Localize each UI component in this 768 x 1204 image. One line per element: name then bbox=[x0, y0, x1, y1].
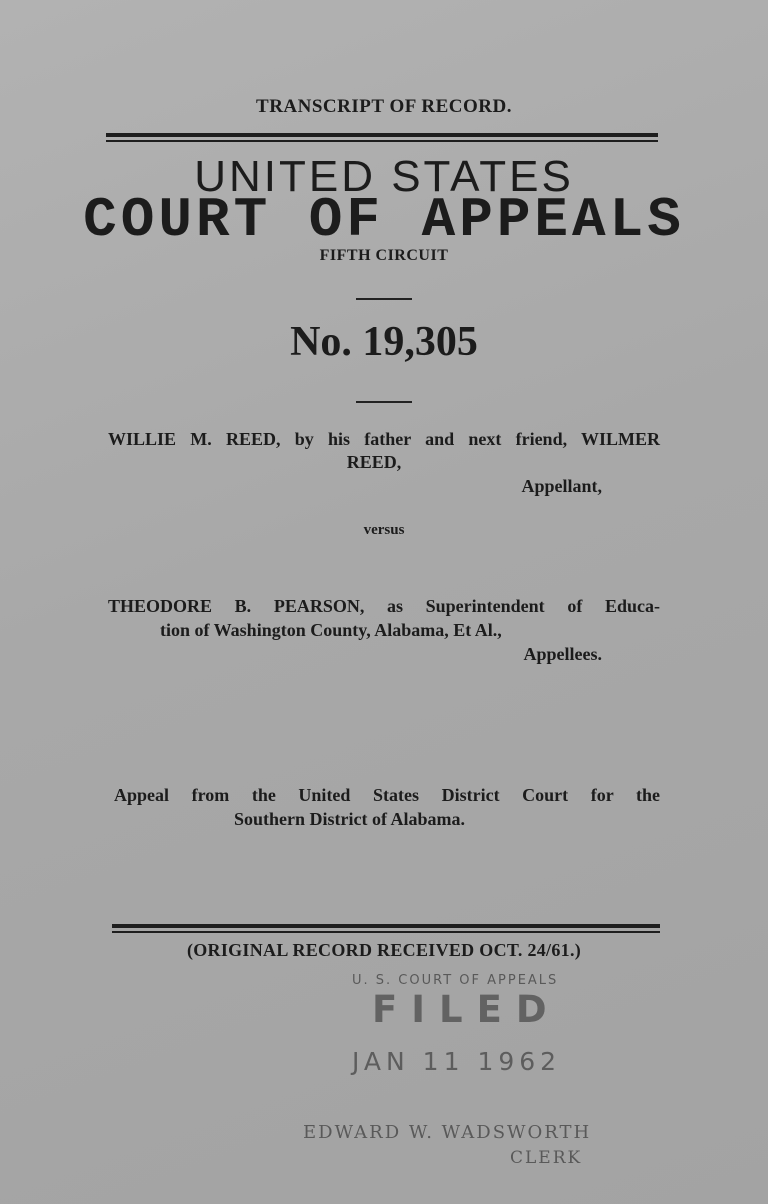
stamp-filed: FILED bbox=[372, 988, 561, 1031]
case-number: No. 19,305 bbox=[290, 319, 478, 365]
stamp-clerk-name: EDWARD W. WADSWORTH bbox=[303, 1122, 592, 1143]
appellant-name-line2: REED, bbox=[346, 452, 402, 472]
short-divider-bottom bbox=[356, 401, 412, 403]
appellant-role: Appellant, bbox=[521, 476, 602, 496]
top-double-rule bbox=[106, 133, 658, 142]
record-received-text: (ORIGINAL RECORD RECEIVED OCT. 24/61.) bbox=[186, 940, 582, 960]
short-divider-top bbox=[356, 298, 412, 300]
circuit-heading: FIFTH CIRCUIT bbox=[319, 247, 449, 264]
appellee-role: Appellees. bbox=[523, 644, 602, 664]
appellant-name-line1: WILLIE M. REED, by his father and next friend, WILMER bbox=[108, 429, 660, 449]
transcript-heading: TRANSCRIPT OF RECORD. bbox=[256, 96, 512, 117]
appellee-name-line2: tion of Washington County, Alabama, Et Al., bbox=[160, 620, 502, 640]
appellee-name-line1: THEODORE B. PEARSON, as Superintendent of Educa- bbox=[108, 596, 660, 616]
appeal-text-line1: Appeal from the United States District Court for the bbox=[114, 785, 660, 805]
appeal-text-line2: Southern District of Alabama. bbox=[234, 809, 465, 829]
court-of-appeals-heading: COURT OF APPEALS bbox=[83, 188, 685, 252]
versus-text: versus bbox=[363, 522, 405, 538]
stamp-court: U. S. COURT OF APPEALS bbox=[352, 973, 559, 988]
bottom-double-rule bbox=[112, 924, 660, 933]
stamp-date: JAN 11 1962 bbox=[352, 1047, 562, 1076]
united-states-heading: UNITED STATES bbox=[194, 152, 574, 201]
stamp-clerk-title: CLERK bbox=[510, 1148, 583, 1168]
